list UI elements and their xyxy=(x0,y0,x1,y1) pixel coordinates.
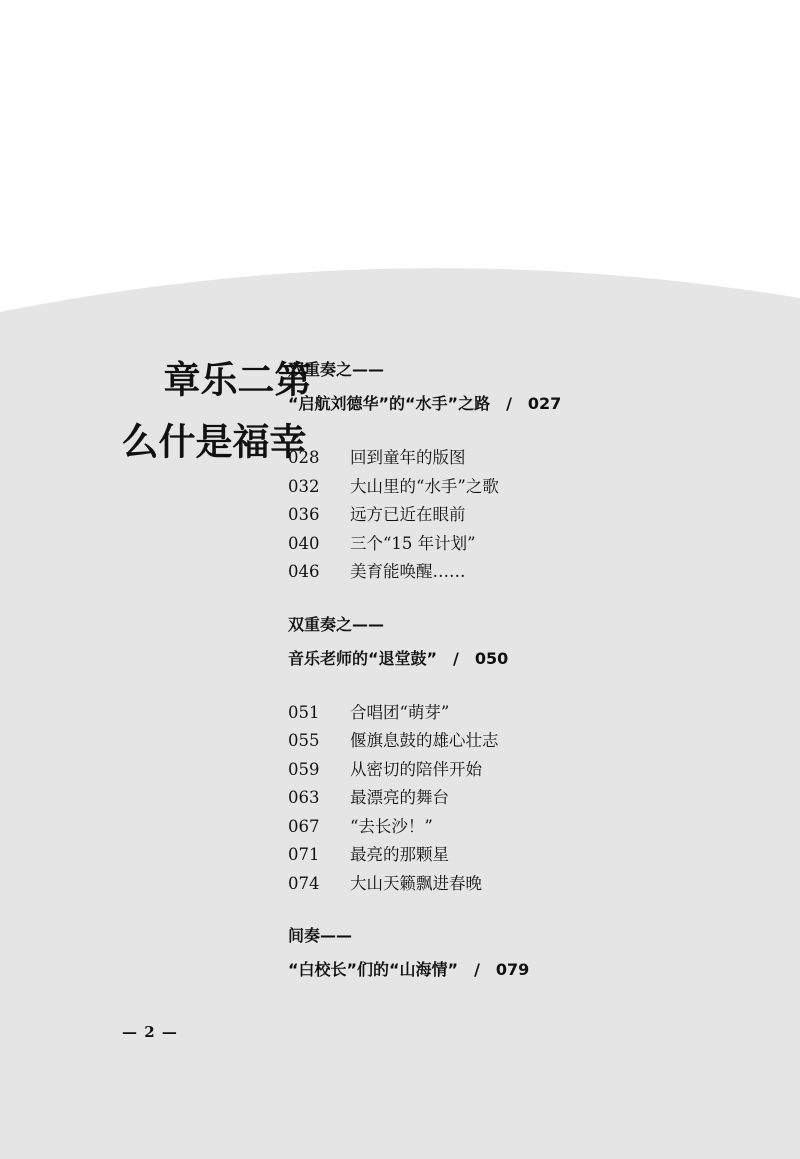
entry-page: 051 xyxy=(288,702,320,722)
section-heading: 间奏—— xyxy=(288,926,353,945)
entry-list xyxy=(288,444,768,587)
toc-entry[interactable] xyxy=(288,530,768,559)
toc-entry[interactable] xyxy=(288,473,768,502)
chapter-subtitle: 幸福是什么 xyxy=(115,422,306,457)
entry-page: 036 xyxy=(288,505,320,524)
entry-title: 美育能唤醒…… xyxy=(350,562,466,581)
section-title[interactable]: “启航刘德华”的“水手”之路 / 027 xyxy=(288,394,562,413)
section-title[interactable]: 音乐老师的“退堂鼓” / 050 xyxy=(288,648,509,668)
entry-title: 偃旗息鼓的雄心壮志 xyxy=(350,731,499,750)
toc-section-3 xyxy=(288,926,768,980)
section-heading: 双重奏之—— xyxy=(288,614,385,634)
entry-title: 远方已近在眼前 xyxy=(350,505,466,524)
chapter-title: 第二乐章 xyxy=(157,360,311,395)
toc-section-1 xyxy=(288,360,768,587)
entry-page: 046 xyxy=(288,562,320,581)
toc-entry[interactable] xyxy=(288,444,768,473)
entry-title: 回到童年的版图 xyxy=(350,448,466,467)
entry-title: 合唱团“萌芽” xyxy=(350,702,450,722)
entry-page: 040 xyxy=(288,533,320,553)
entry-title: 最亮的那颗星 xyxy=(350,845,449,864)
toc-entry[interactable] xyxy=(288,699,768,728)
entry-page: 067 xyxy=(288,816,320,836)
toc-entry[interactable] xyxy=(288,870,768,899)
entry-page: 059 xyxy=(288,759,320,779)
page-number: — 2 — xyxy=(122,1023,178,1041)
entry-page: 028 xyxy=(288,448,320,467)
entry-page: 032 xyxy=(288,476,320,496)
entry-title: 大山天籁飘进春晚 xyxy=(350,873,482,893)
toc-entry[interactable] xyxy=(288,784,768,813)
entry-list xyxy=(288,699,768,899)
entry-title: 大山里的“水手”之歌 xyxy=(350,476,499,496)
toc-entry[interactable] xyxy=(288,727,768,756)
section-heading: 双重奏之—— xyxy=(288,360,385,379)
toc-entry[interactable] xyxy=(288,841,768,870)
entry-title: “去长沙！” xyxy=(350,816,433,836)
toc-entry[interactable] xyxy=(288,501,768,530)
table-of-contents xyxy=(288,360,768,980)
toc-entry[interactable] xyxy=(288,756,768,785)
section-gap xyxy=(288,898,768,926)
toc-entry[interactable] xyxy=(288,813,768,842)
section-gap xyxy=(288,587,768,615)
entry-page: 055 xyxy=(288,731,320,750)
toc-section-2 xyxy=(288,615,768,899)
section-title[interactable]: “白校长”们的“山海情” / 079 xyxy=(288,960,530,979)
toc-entry[interactable] xyxy=(288,558,768,587)
entry-title: 最漂亮的舞台 xyxy=(350,788,449,807)
entry-page: 071 xyxy=(288,845,320,864)
entry-title: 从密切的陪伴开始 xyxy=(350,759,482,779)
entry-title: 三个“15 年计划” xyxy=(350,533,476,553)
entry-page: 063 xyxy=(288,788,320,807)
entry-page: 074 xyxy=(288,873,320,893)
